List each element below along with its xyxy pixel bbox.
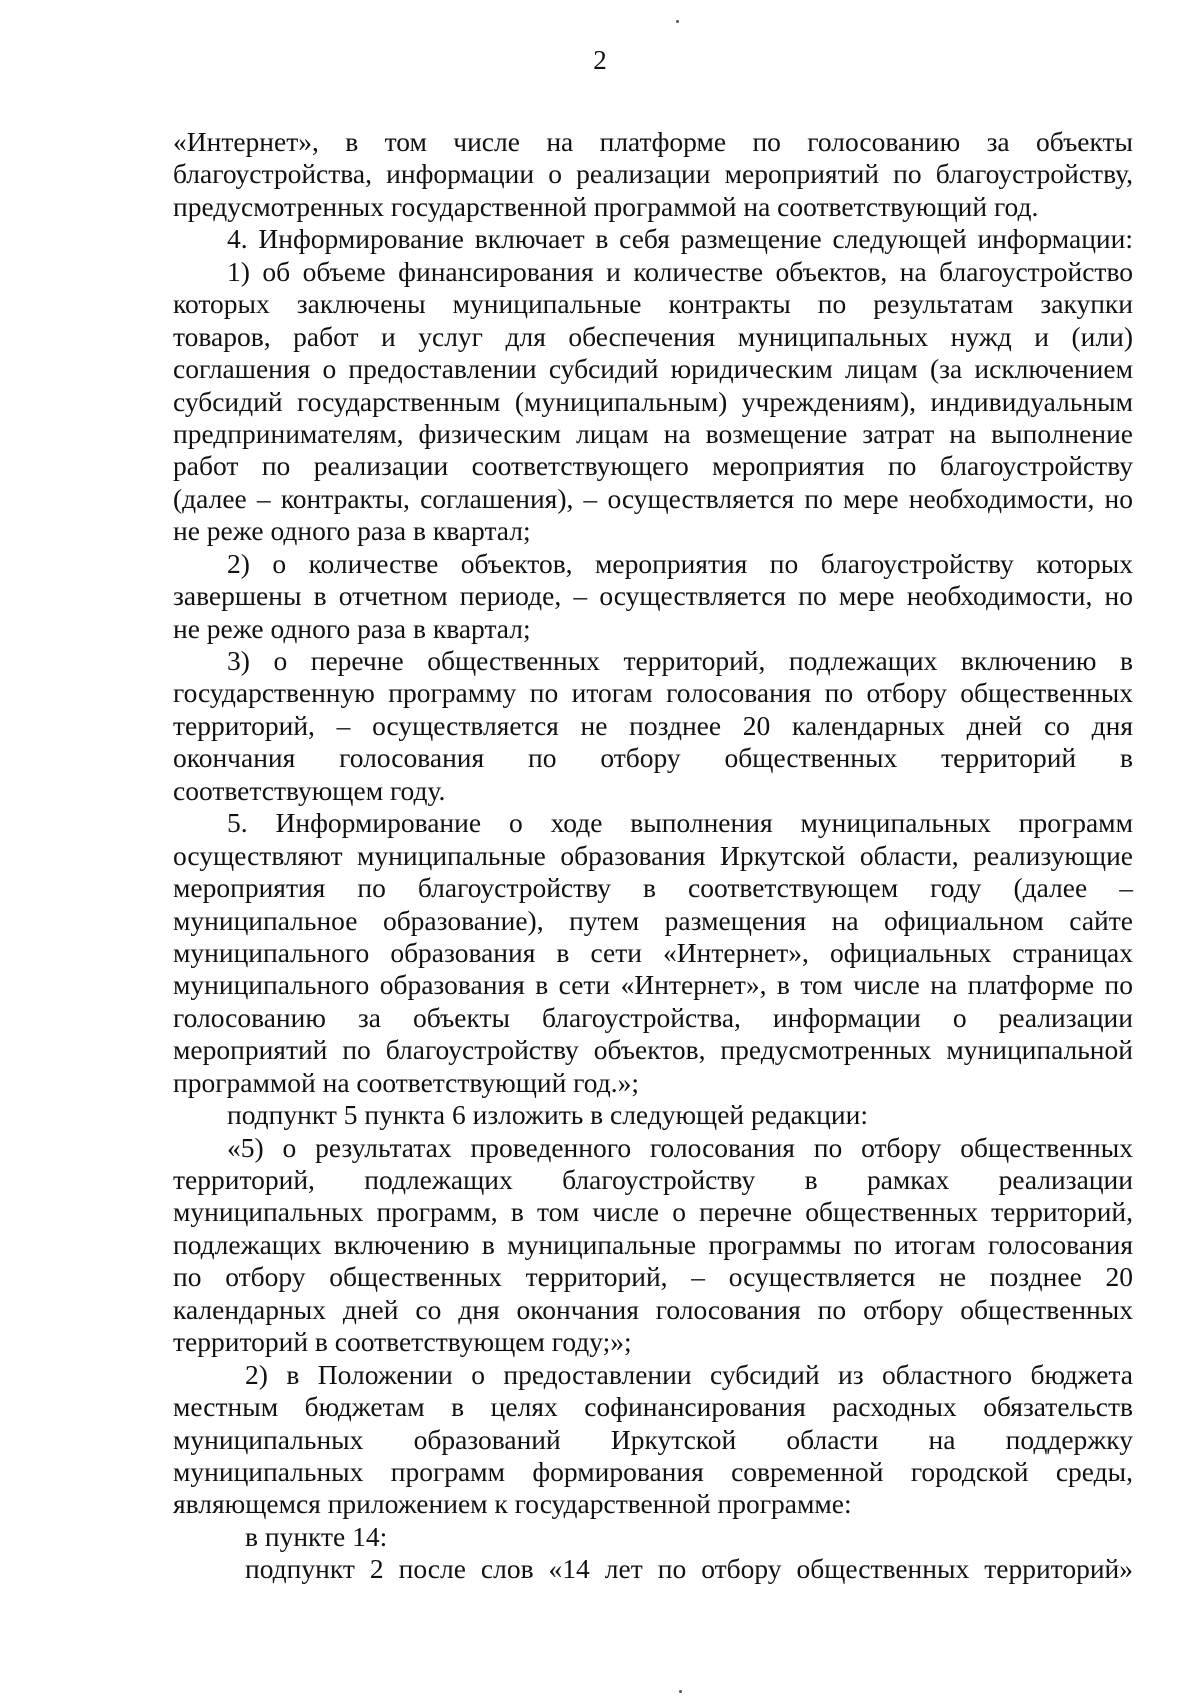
text-line: программой на соответствующий год.»;: [173, 1066, 639, 1098]
text-line: (далее – контракты, соглашения), – осуществляется по мере необходимости, но: [173, 482, 1133, 514]
text-line: являющемся приложением к государственной программе:: [173, 1488, 852, 1520]
text-line: предпринимателям, физическим лицам на возмещение затрат на выполнение: [173, 417, 1133, 449]
text-line: 2) о количестве объектов, мероприятия по благоустройству которых: [227, 547, 1133, 579]
text-line: «Интернет», в том числе на платформе по голосованию за объекты: [173, 126, 1133, 157]
text-line: работ по реализации соответствующего мероприятия по благоустройству: [173, 450, 1133, 482]
text-line: территорий в соответствующем году;»;: [173, 1326, 632, 1358]
text-line: субсидий государственным (муниципальным) учреждениям), индивидуальным: [173, 385, 1133, 417]
text-line: по отбору общественных территорий, – осуществляется не позднее 20: [173, 1261, 1133, 1293]
text-line: местным бюджетам в целях софинансирования расходных обязательств: [173, 1391, 1133, 1423]
text-line: территорий, – осуществляется не позднее 20 календарных дней со дня: [173, 709, 1133, 741]
text-line: муниципального образования в сети «Интернет», официальных страницах: [173, 936, 1133, 968]
text-line: календарных дней со дня окончания голосования по отбору общественных: [173, 1293, 1133, 1325]
text-line: муниципальных программ, в том числе о перечне общественных территорий,: [173, 1196, 1133, 1228]
text-line: в пункте 14:: [245, 1520, 388, 1552]
text-line: соглашения о предоставлении субсидий юридическим лицам (за исключением: [173, 353, 1133, 385]
text-line: 2) в Положении о предоставлении субсидий из областного бюджета: [245, 1358, 1133, 1390]
text-line: не реже одного раза в квартал;: [173, 515, 531, 547]
text-line: 5. Информирование о ходе выполнения муниципальных программ: [227, 807, 1133, 839]
text-line: муниципального образования в сети «Интернет», в том числе на платформе по: [173, 969, 1133, 1001]
text-line: подпункт 2 после слов «14 лет по отбору общественных территорий»: [245, 1553, 1133, 1585]
scan-speck-bottom: [679, 1690, 682, 1693]
text-line: подлежащих включению в муниципальные программы по итогам голосования: [173, 1228, 1133, 1260]
text-line: не реже одного раза в квартал;: [173, 612, 531, 644]
text-line: 4. Информирование включает в себя размещение следующей информации:: [227, 223, 1133, 255]
document-body: [173, 126, 1133, 1586]
text-line: 1) об объеме финансирования и количестве объектов, на благоустройство: [227, 255, 1133, 287]
text-line: 3) о перечне общественных территорий, подлежащих включению в: [227, 645, 1133, 676]
page-number: 2: [593, 45, 607, 75]
text-line: муниципальных программ формирования современной городской среды,: [173, 1455, 1133, 1487]
text-line: муниципальных образований Иркутской области на поддержку: [173, 1423, 1133, 1455]
text-line: осуществляют муниципальные образования Иркутской области, реализующие: [173, 839, 1133, 871]
text-line: муниципальное образование), путем размещения на официальном сайте: [173, 904, 1133, 936]
text-line: товаров, работ и услуг для обеспечения муниципальных нужд и (или): [173, 320, 1133, 352]
text-line: подпункт 5 пункта 6 изложить в следующей редакции:: [227, 1099, 868, 1131]
scan-speck-top: [676, 20, 679, 23]
text-line: благоустройства, информации о реализации мероприятий по благоустройству,: [173, 158, 1133, 190]
text-line: государственную программу по итогам голосования по отбору общественных: [173, 677, 1133, 709]
text-line: завершены в отчетном периоде, – осуществляется по мере необходимости, но: [173, 580, 1133, 612]
text-line: окончания голосования по отбору общественных территорий в: [173, 742, 1133, 774]
text-line: соответствующем году.: [173, 774, 446, 806]
text-line: мероприятия по благоустройству в соответствующем году (далее –: [173, 872, 1133, 904]
text-line: предусмотренных государственной программой на соответствующий год.: [173, 190, 1039, 222]
text-line: мероприятий по благоустройству объектов, предусмотренных муниципальной: [173, 1034, 1133, 1066]
text-line: территорий, подлежащих благоустройству в рамках реализации: [173, 1164, 1133, 1195]
text-line: «5) о результатах проведенного голосования по отбору общественных: [227, 1131, 1133, 1163]
text-line: голосованию за объекты благоустройства, информации о реализации: [173, 1001, 1133, 1033]
text-line: которых заключены муниципальные контракты по результатам закупки: [173, 288, 1133, 320]
